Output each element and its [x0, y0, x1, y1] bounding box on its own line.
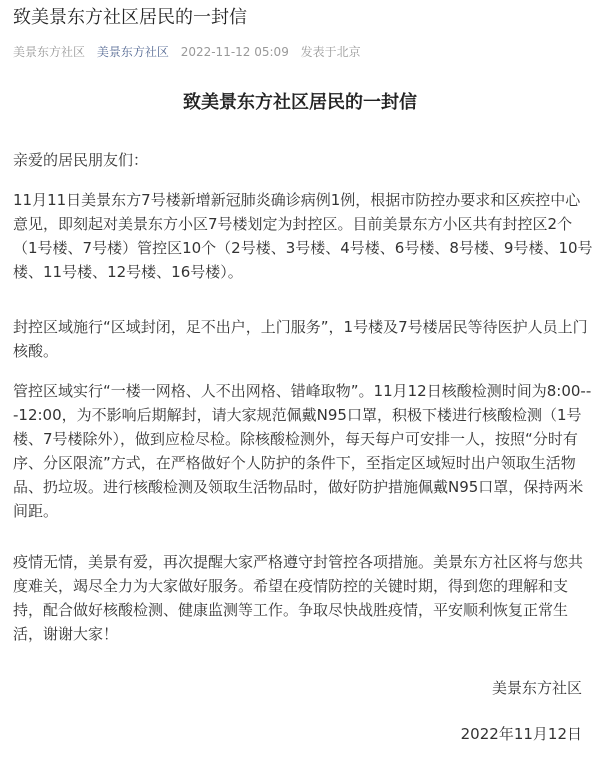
publish-location: 发表于北京 — [300, 45, 361, 59]
paragraph-2: 封控区域施行“区域封闭，足不出户，上门服务”，1号楼及7号楼居民等待医护人员上门核酸。 — [13, 318, 588, 360]
greeting: 亲爱的居民朋友们： — [13, 151, 149, 169]
publish-datetime: 2022-11-12 05:09 — [180, 45, 289, 59]
signature: 美景东方社区 — [491, 679, 582, 697]
paragraph-3: 管控区域实行“一楼一网格、人不出网格、错峰取物”。11月12日核酸检测时间为8:00---12:00，为不影响后期解封，请大家规范佩戴N95口罩，积极下楼进行核酸检测（1号楼、7号楼除外），做到应检尽检。除核酸检测外，每天每户可安排一人，按照“分时有序、分区限流”方式，在严格做好个人防护的条件下，至指定区域短时出户领取生活物品、扔垃圾。进行核酸检测及领取生活物品时，做好防护措施佩戴N95口罩，保持两米间距。 — [13, 382, 592, 520]
paragraph-1: 11月11日美景东方7号楼新增新冠肺炎确诊病例1例，根据市防控办要求和区疾控中心意见，即刻起对美景东方小区7号楼划定为封控区。目前美景东方小区共有封控区2个（1号楼、7号楼）管控区10个（2号楼、3号楼、4号楼、6号楼、8号楼、9号楼、10号楼、11号楼、12号楼、16号楼）。 — [13, 191, 593, 281]
letter-date: 2022年11月12日 — [460, 725, 582, 743]
article-meta — [13, 44, 369, 60]
page-title: 致美景东方社区居民的一封信 — [13, 7, 247, 28]
article-heading: 致美景东方社区居民的一封信 — [183, 92, 417, 113]
author-name: 美景东方社区 — [13, 45, 86, 59]
account-link[interactable]: 美景东方社区 — [96, 45, 169, 59]
paragraph-4: 疫情无情，美景有爱，再次提醒大家严格遵守封管控各项措施。美景东方社区将与您共度难关，竭尽全力为大家做好服务。希望在疫情防控的关键时期，得到您的理解和支持，配合做好核酸检测、健康监测等工作。争取尽快战胜疫情，平安顺利恢复正常生活，谢谢大家！ — [13, 553, 584, 643]
